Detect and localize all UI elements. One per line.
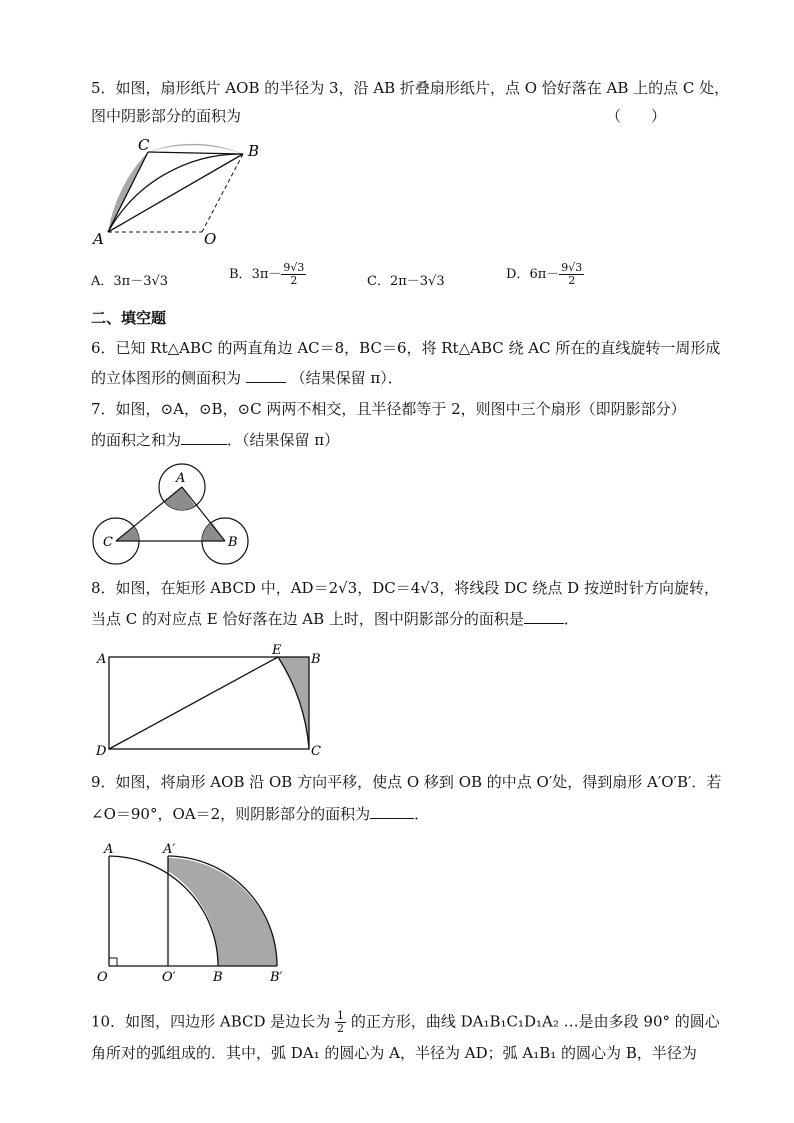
q9-label-a2: A′ bbox=[163, 842, 176, 857]
q5-option-d-pre: 6π－ bbox=[529, 267, 560, 282]
q9-figure bbox=[93, 838, 303, 988]
q5-option-b-den: 2 bbox=[290, 274, 298, 287]
q5-seg-cb bbox=[148, 152, 243, 154]
q9-answer-blank[interactable] bbox=[370, 818, 414, 819]
q7-line2-b: ．（结果保留 π） bbox=[227, 431, 340, 449]
q5-label-a: A bbox=[93, 230, 104, 248]
q9-label-o: O bbox=[97, 970, 108, 985]
q7-label-a: A bbox=[176, 471, 186, 486]
q7-line1: 7．如图，⊙A，⊙B，⊙C 两两不相交，且半径都等于 2，则图中三个扇形（即阴影部分） bbox=[91, 400, 686, 418]
q5-option-c-text: 2π－3√3 bbox=[389, 274, 445, 289]
q8-label-d: D bbox=[96, 744, 107, 759]
q5-option-a-text: 3π－3√3 bbox=[113, 274, 169, 289]
q5-option-d bbox=[506, 262, 584, 287]
q9-shade bbox=[168, 858, 277, 966]
q9-label-b2: B′ bbox=[270, 970, 283, 985]
q10-line1 bbox=[91, 1010, 720, 1035]
q5-line2: 图中阴影部分的面积为 bbox=[91, 107, 242, 125]
q5-option-d-num: 9√3 bbox=[561, 261, 583, 274]
q5-label-o: O bbox=[204, 230, 217, 248]
q5-option-c bbox=[367, 270, 445, 289]
q8-line2 bbox=[91, 609, 579, 629]
q8-answer-blank[interactable] bbox=[524, 623, 564, 624]
q9-label-a: A bbox=[104, 842, 114, 857]
q6-line2 bbox=[91, 368, 403, 388]
q8-rect bbox=[109, 657, 309, 749]
q7-line2-a: 的面积之和为 bbox=[91, 431, 182, 449]
section-title: 二、填空题 bbox=[91, 309, 167, 327]
q5-option-b-num: 9√3 bbox=[283, 261, 305, 274]
q9-label-o2: O′ bbox=[162, 970, 176, 985]
q7-sector-b bbox=[202, 522, 225, 541]
q8-figure bbox=[92, 645, 332, 760]
q5-option-a bbox=[91, 270, 168, 289]
q5-figure bbox=[90, 135, 270, 250]
q5-option-d-frac bbox=[559, 262, 584, 287]
q7-seg-ac bbox=[116, 487, 182, 541]
q6-line1: 6．已知 Rt△ABC 的两直角边 AC＝8，BC＝6，将 Rt△ABC 绕 AC 所在的直线旋转一周形成 bbox=[91, 339, 721, 357]
q10-line2: 角所对的弧组成的．其中，弧 DA₁ 的圆心为 A，半径为 AD；弧 A₁B₁ 的圆心为 B，半径为 bbox=[91, 1044, 697, 1062]
q5-option-c-label: C． bbox=[367, 274, 390, 289]
q5-label-c: C bbox=[138, 136, 150, 154]
q5-line1: 5．如图，扇形纸片 AOB 的半径为 3，沿 AB 折叠扇形纸片，点 O 恰好落在 AB 上的点 C 处， bbox=[91, 79, 730, 97]
q7-figure bbox=[90, 462, 250, 567]
q8-label-e: E bbox=[272, 643, 282, 658]
q8-label-b: B bbox=[311, 652, 321, 667]
q8-line1: 8．如图，在矩形 ABCD 中，AD＝2√3，DC＝4√3，将线段 DC 绕点 D 按逆时针方向旋转， bbox=[91, 579, 719, 597]
q7-label-b: B bbox=[228, 535, 238, 550]
q8-seg-de bbox=[109, 657, 278, 749]
q9-line2 bbox=[91, 804, 429, 824]
q5-label-b: B bbox=[248, 142, 260, 160]
q5-answer-paren: （ ） bbox=[606, 107, 667, 125]
q5-option-d-label: D． bbox=[506, 267, 530, 282]
q5-option-b-label: B． bbox=[229, 267, 252, 282]
q8-label-c: C bbox=[311, 744, 321, 759]
q9-right-angle-mark bbox=[109, 958, 117, 966]
q7-answer-blank[interactable] bbox=[181, 444, 227, 445]
q10-line1-b: 的正方形，曲线 DA₁B₁C₁D₁A₂ …是由多段 90° 的圆心 bbox=[350, 1012, 720, 1031]
q9-line2-a: ∠O＝90°，OA＝2，则阴影部分的面积为 bbox=[91, 805, 371, 823]
q9-line2-b: ． bbox=[414, 805, 430, 823]
q8-label-a: A bbox=[97, 652, 107, 667]
q5-option-b-pre: 3π－ bbox=[251, 267, 282, 282]
q5-option-b bbox=[229, 262, 306, 287]
q8-shade bbox=[278, 657, 309, 749]
q5-option-a-label: A． bbox=[91, 274, 114, 289]
q10-fraction bbox=[335, 1010, 346, 1035]
q10-frac-num: 1 bbox=[337, 1009, 345, 1022]
q6-line2-a: 的立体图形的侧面积为 bbox=[91, 369, 242, 387]
q6-answer-blank[interactable] bbox=[246, 382, 286, 383]
q6-line2-b: （结果保留 π）． bbox=[290, 369, 403, 387]
q8-line2-b: ． bbox=[563, 610, 579, 628]
q7-label-c: C bbox=[103, 535, 113, 550]
q9-line1: 9．如图，将扇形 AOB 沿 OB 方向平移，使点 O 移到 OB 的中点 O′处，得到扇形 A′O′B′．若 bbox=[91, 773, 722, 791]
q7-line2 bbox=[91, 430, 339, 450]
q5-option-d-den: 2 bbox=[568, 274, 576, 287]
q5-option-b-frac bbox=[281, 262, 306, 287]
q10-line1-a: 10．如图，四边形 ABCD 是边长为 bbox=[91, 1012, 331, 1031]
q10-frac-den: 2 bbox=[337, 1022, 345, 1035]
q8-line2-a: 当点 C 的对应点 E 恰好落在边 AB 上时，图中阴影部分的面积是 bbox=[91, 610, 524, 628]
q9-label-b: B bbox=[213, 970, 223, 985]
